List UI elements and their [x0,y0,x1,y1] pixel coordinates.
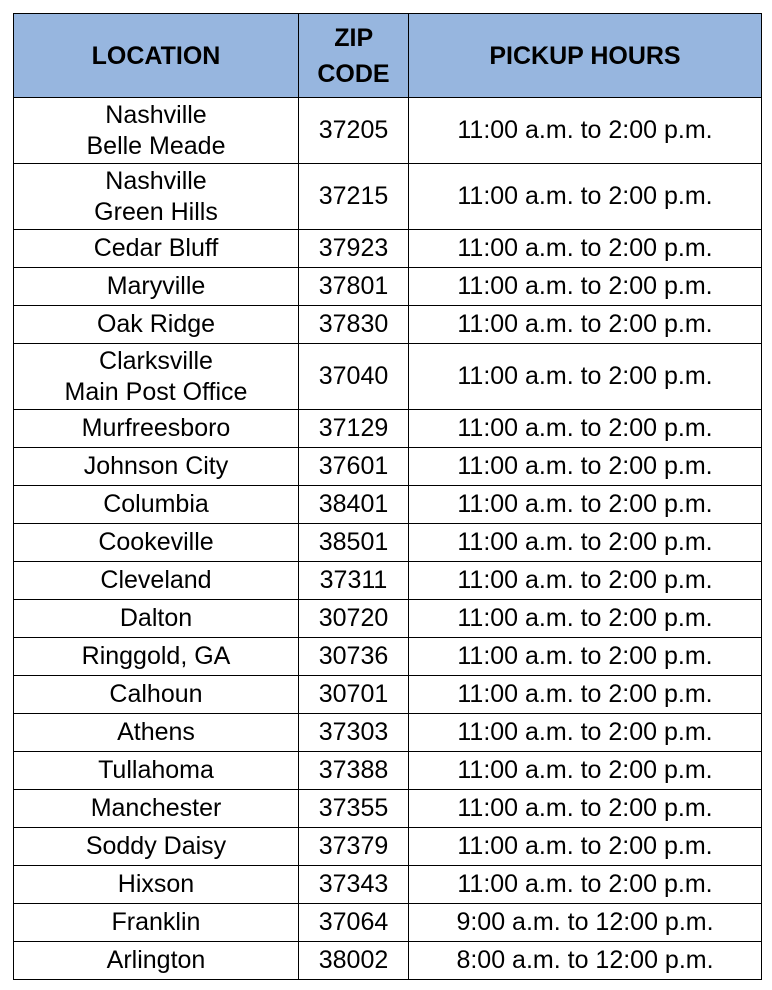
pickup-hours-cell: 11:00 a.m. to 2:00 p.m. [409,600,762,638]
location-cell [14,306,299,344]
zip-cell: 30720 [299,600,409,638]
pickup-hours-cell: 11:00 a.m. to 2:00 p.m. [409,828,762,866]
table-row [14,486,762,524]
zip-cell: 37303 [299,714,409,752]
location-cell [14,600,299,638]
location-line: Arlington [106,946,206,974]
location-line: Murfreesboro [81,414,231,442]
location-cell [14,230,299,268]
location-line: Cedar Bluff [93,234,219,262]
zip-cell: 38002 [299,942,409,980]
pickup-hours-cell: 11:00 a.m. to 2:00 p.m. [409,268,762,306]
pickup-hours-cell: 11:00 a.m. to 2:00 p.m. [409,752,762,790]
pickup-hours-cell: 11:00 a.m. to 2:00 p.m. [409,410,762,448]
location-cell [14,98,299,164]
location-cell [14,790,299,828]
zip-cell: 37311 [299,562,409,600]
table-row [14,344,762,410]
zip-cell: 37379 [299,828,409,866]
location-cell [14,942,299,980]
location-line: Main Post Office [64,377,248,406]
location-line: Oak Ridge [96,310,216,338]
table-row [14,524,762,562]
header-pickup-hours: PICKUP HOURS [409,14,762,98]
pickup-hours-cell: 11:00 a.m. to 2:00 p.m. [409,714,762,752]
pickup-hours-cell: 11:00 a.m. to 2:00 p.m. [409,790,762,828]
location-cell [14,676,299,714]
table-row [14,448,762,486]
header-zip-line2: CODE [317,59,390,88]
table-body [14,98,762,980]
zip-cell: 37830 [299,306,409,344]
location-cell [14,752,299,790]
location-line: Green Hills [94,197,218,226]
location-line: Columbia [103,490,209,518]
location-line: Nashville [105,166,207,195]
location-line: Nashville [105,100,207,129]
location-line: Franklin [111,908,201,936]
zip-cell: 30736 [299,638,409,676]
pickup-hours-cell: 11:00 a.m. to 2:00 p.m. [409,486,762,524]
location-line: Johnson City [83,452,229,480]
pickup-hours-cell: 11:00 a.m. to 2:00 p.m. [409,866,762,904]
location-line: Tullahoma [98,756,214,784]
table-row [14,790,762,828]
table-row [14,268,762,306]
location-cell [14,486,299,524]
pickup-hours-cell: 8:00 a.m. to 12:00 p.m. [409,942,762,980]
table-row [14,714,762,752]
location-line: Athens [117,718,195,746]
pickup-hours-cell: 11:00 a.m. to 2:00 p.m. [409,448,762,486]
location-cell [14,410,299,448]
zip-cell: 37215 [299,164,409,230]
location-cell [14,638,299,676]
pickup-hours-cell: 11:00 a.m. to 2:00 p.m. [409,638,762,676]
pickup-hours-cell: 11:00 a.m. to 2:00 p.m. [409,562,762,600]
pickup-hours-cell: 11:00 a.m. to 2:00 p.m. [409,344,762,410]
header-zip-code [299,14,409,98]
location-line: Belle Meade [86,131,226,160]
location-cell [14,714,299,752]
zip-cell: 37801 [299,268,409,306]
header-location: LOCATION [14,14,299,98]
pickup-hours-cell: 11:00 a.m. to 2:00 p.m. [409,98,762,164]
location-line: Calhoun [109,680,203,708]
zip-cell: 37129 [299,410,409,448]
location-line: Dalton [119,604,193,632]
location-cell [14,164,299,230]
location-line: Cookeville [98,528,214,556]
table-row [14,230,762,268]
location-cell [14,562,299,600]
pickup-hours-cell: 11:00 a.m. to 2:00 p.m. [409,676,762,714]
table-row [14,600,762,638]
pickup-hours-cell: 11:00 a.m. to 2:00 p.m. [409,306,762,344]
table-row [14,306,762,344]
pickup-hours-cell: 11:00 a.m. to 2:00 p.m. [409,524,762,562]
pickup-locations-table [13,13,762,980]
zip-cell: 37355 [299,790,409,828]
location-line: Hixson [117,870,195,898]
table-row [14,828,762,866]
location-cell [14,828,299,866]
location-line: Soddy Daisy [85,832,227,860]
header-zip-line1: ZIP [334,23,373,52]
header-row [14,14,762,98]
zip-cell: 37601 [299,448,409,486]
table-row [14,752,762,790]
location-line: Ringgold, GA [81,642,231,670]
location-cell [14,524,299,562]
zip-cell: 38501 [299,524,409,562]
zip-cell: 37343 [299,866,409,904]
zip-cell: 38401 [299,486,409,524]
table-row [14,638,762,676]
zip-cell: 37064 [299,904,409,942]
table-row [14,164,762,230]
pickup-hours-cell: 11:00 a.m. to 2:00 p.m. [409,230,762,268]
table-row [14,676,762,714]
zip-cell: 37205 [299,98,409,164]
table-row [14,866,762,904]
location-line: Cleveland [100,566,212,594]
location-line: Clarksville [99,346,213,375]
table-header [14,14,762,98]
location-cell [14,866,299,904]
table-row [14,562,762,600]
zip-cell: 37040 [299,344,409,410]
zip-cell: 30701 [299,676,409,714]
zip-cell: 37388 [299,752,409,790]
location-cell [14,344,299,410]
location-cell [14,448,299,486]
location-cell [14,904,299,942]
location-line: Maryville [106,272,206,300]
location-line: Manchester [90,794,222,822]
table-row [14,942,762,980]
pickup-hours-cell: 11:00 a.m. to 2:00 p.m. [409,164,762,230]
table-row [14,98,762,164]
location-cell [14,268,299,306]
pickup-hours-cell: 9:00 a.m. to 12:00 p.m. [409,904,762,942]
zip-cell: 37923 [299,230,409,268]
table-row [14,904,762,942]
table-row [14,410,762,448]
